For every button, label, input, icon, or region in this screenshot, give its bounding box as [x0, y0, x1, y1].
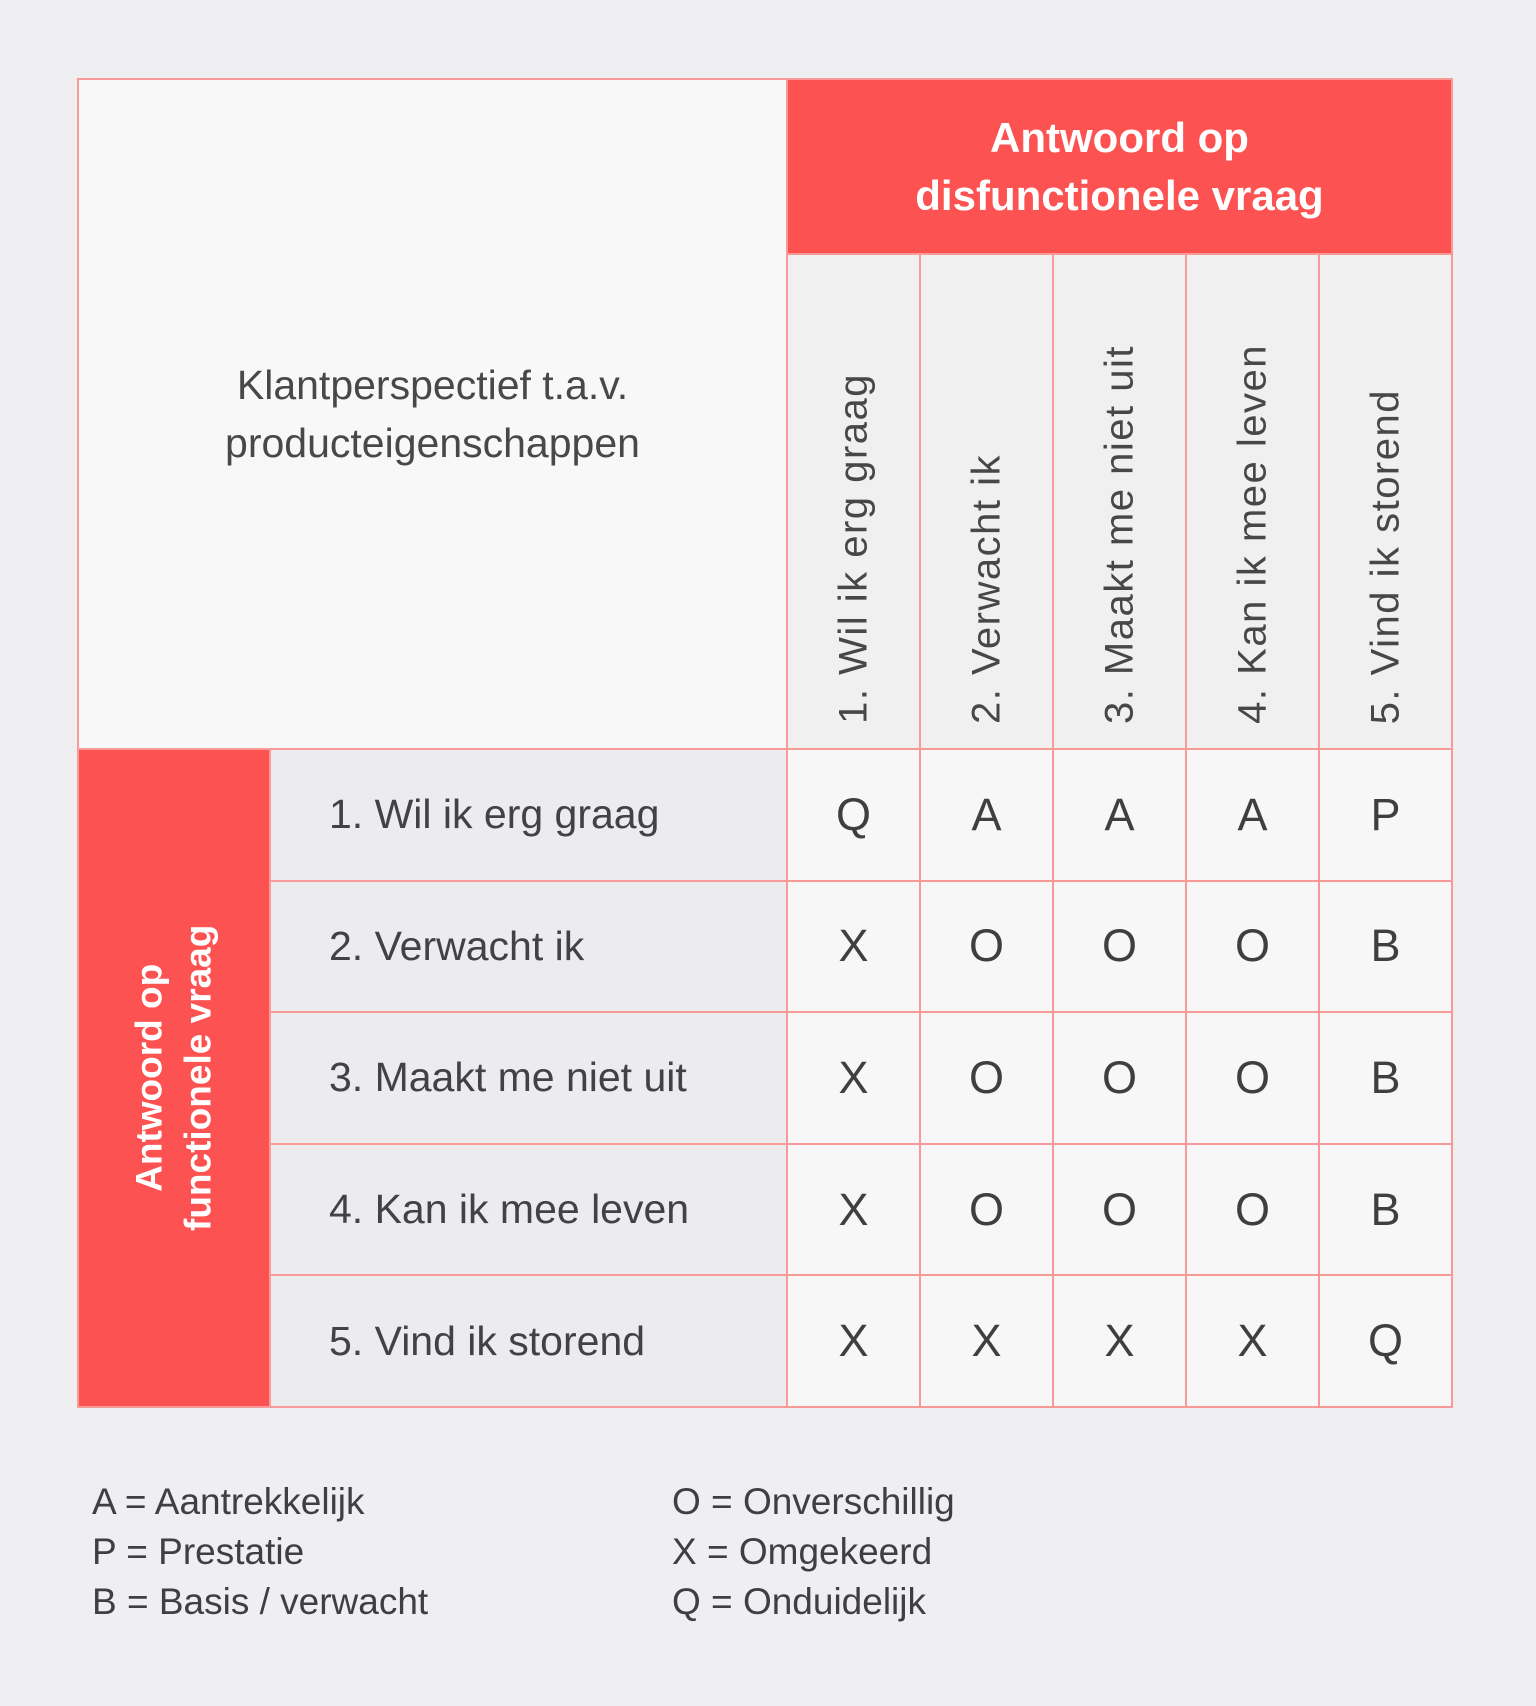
matrix-cell-r1c5: P: [1320, 750, 1451, 880]
matrix-cell-r2c5: B: [1320, 882, 1451, 1012]
column-header-5-label: 5. Vind ik storend: [1363, 388, 1407, 724]
column-header-5: [1320, 255, 1451, 748]
matrix-cell-r5c2: X: [921, 1276, 1052, 1406]
matrix-cell-r3c2: O: [921, 1013, 1052, 1143]
functional-question-header-label: [125, 925, 223, 1231]
matrix-cell-r4c1: X: [788, 1145, 919, 1275]
matrix-cell-r4c5: B: [1320, 1145, 1451, 1275]
dysfunctional-header-line1: Antwoord op: [990, 114, 1249, 162]
column-header-3-label: 3. Maakt me niet uit: [1097, 344, 1141, 724]
matrix-cell-r2c1: X: [788, 882, 919, 1012]
matrix-cell-r2c4: O: [1187, 882, 1318, 1012]
matrix-cell-r1c4: A: [1187, 750, 1318, 880]
matrix-cell-r1c2: A: [921, 750, 1052, 880]
row-label-2: 2. Verwacht ik: [271, 882, 786, 1012]
matrix-cell-r3c3: O: [1054, 1013, 1185, 1143]
column-header-4: [1187, 255, 1318, 748]
dysfunctional-question-header: [788, 80, 1451, 253]
corner-label: [225, 356, 640, 472]
functional-header-line1: Antwoord op: [128, 963, 170, 1193]
legend-column-right: [672, 1477, 1252, 1627]
matrix-cell-r5c5: Q: [1320, 1276, 1451, 1406]
legend-column-left: [92, 1477, 672, 1627]
column-header-3: [1054, 255, 1185, 748]
matrix-cell-r2c2: O: [921, 882, 1052, 1012]
row-label-5: 5. Vind ik storend: [271, 1276, 786, 1406]
matrix-cell-r5c1: X: [788, 1276, 919, 1406]
legend-item-q: Q = Onduidelijk: [672, 1581, 926, 1622]
corner-cell: [79, 80, 786, 748]
matrix-cell-r4c3: O: [1054, 1145, 1185, 1275]
legend: [92, 1477, 1252, 1627]
functional-header-line2: functionele vraag: [177, 924, 219, 1232]
legend-item-o: O = Onverschillig: [672, 1481, 955, 1522]
functional-question-header: [79, 750, 269, 1406]
matrix-cell-r3c1: X: [788, 1013, 919, 1143]
legend-item-b: B = Basis / verwacht: [92, 1581, 429, 1622]
matrix-cell-r4c4: O: [1187, 1145, 1318, 1275]
corner-label-line1: Klantperspectief t.a.v.: [236, 361, 629, 408]
matrix-cell-r2c3: O: [1054, 882, 1185, 1012]
matrix-cell-r3c5: B: [1320, 1013, 1451, 1143]
dysfunctional-header-line2: disfunctionele vraag: [915, 171, 1324, 219]
matrix-cell-r1c3: A: [1054, 750, 1185, 880]
row-label-3: 3. Maakt me niet uit: [271, 1013, 786, 1143]
matrix-cell-r3c4: O: [1187, 1013, 1318, 1143]
legend-item-p: P = Prestatie: [92, 1531, 305, 1572]
matrix-cell-r5c3: X: [1054, 1276, 1185, 1406]
dysfunctional-question-header-label: [915, 109, 1323, 223]
column-header-2-label: 2. Verwacht ik: [964, 453, 1008, 724]
matrix-cell-r4c2: O: [921, 1145, 1052, 1275]
matrix-cell-r5c4: X: [1187, 1276, 1318, 1406]
column-header-1: [788, 255, 919, 748]
column-header-2: [921, 255, 1052, 748]
matrix-cell-r1c1: Q: [788, 750, 919, 880]
row-label-4: 4. Kan ik mee leven: [271, 1145, 786, 1275]
column-header-1-label: 1. Wil ik erg graag: [831, 373, 875, 724]
corner-label-line2: producteigenschappen: [225, 420, 640, 466]
kano-matrix-table: [77, 78, 1453, 1408]
row-label-1: 1. Wil ik erg graag: [271, 750, 786, 880]
column-header-4-label: 4. Kan ik mee leven: [1230, 344, 1274, 724]
legend-item-x: X = Omgekeerd: [672, 1531, 933, 1572]
legend-item-a: A = Aantrekkelijk: [92, 1481, 365, 1522]
